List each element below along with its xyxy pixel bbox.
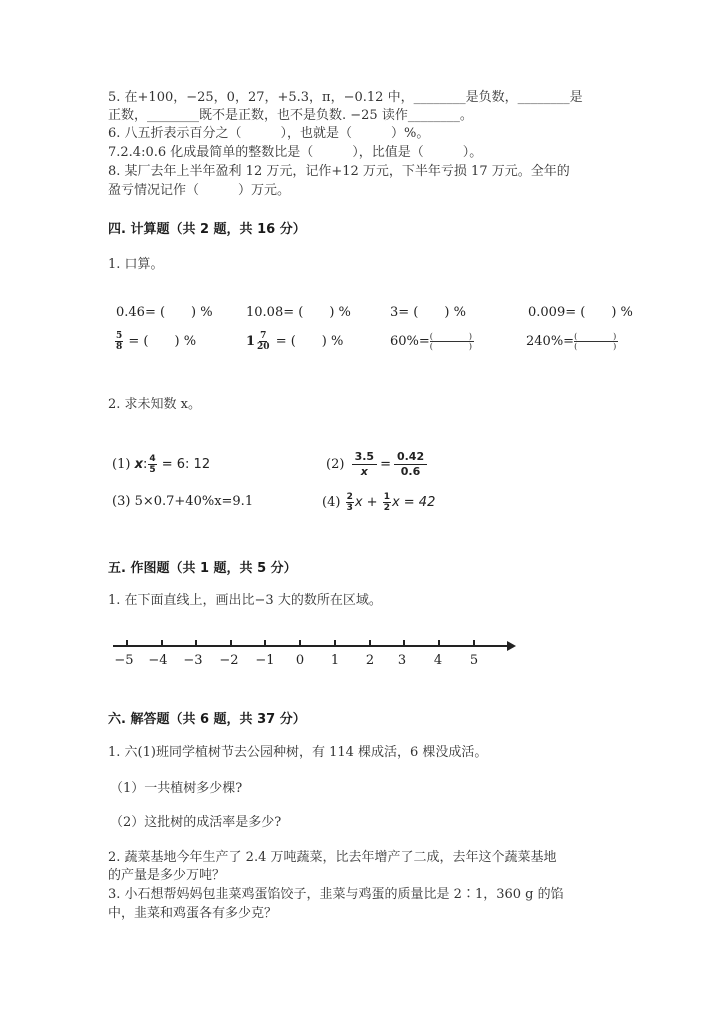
tick-mark <box>264 640 266 646</box>
section-6-q2-line-2: 的产量是多少万吨？ <box>108 868 226 883</box>
fraction: $\frac{4}{5}$ <box>149 454 156 475</box>
tick-mark <box>369 640 371 646</box>
number-line-label: 5 <box>469 653 479 668</box>
tick-mark <box>230 640 232 646</box>
equation-3: (3) 5×0.7+40%x=9.1 <box>112 494 254 509</box>
tick-mark <box>403 640 405 646</box>
oral-calc-1: 0.46= ( ) % <box>116 305 213 320</box>
tick-mark <box>438 640 440 646</box>
tick-mark <box>334 640 336 646</box>
number-line <box>0 645 720 685</box>
question-5-line-2: 正数，________既不是正数，也不是负数. −25 读作________。 <box>108 108 473 123</box>
tick-mark <box>126 640 128 646</box>
equation-1: (1) x: $\frac{4}{5}$ = 6: 12 <box>112 454 211 475</box>
section-4-q1-label: 1. 口算。 <box>108 257 164 272</box>
section-6-q3-line-1: 3. 小石想帮妈妈包韭菜鸡蛋馅饺子，韭菜与鸡蛋的质量比是 2∶1，360 g 的馅 <box>108 887 564 902</box>
equation-2: (2) $\frac{3.5}{x}$ = $\frac{0.42}{0.6}$ <box>326 450 430 479</box>
section-4-title: 四. 计算题（共 2 题，共 16 分） <box>108 222 306 237</box>
number-line-label: 0 <box>295 653 305 668</box>
oral-calc-5: $\frac{5}{8}$ = ( ) % <box>116 331 197 352</box>
question-5-line-1: 5. 在+100，−25，0，27，+5.3，π，−0.12 中，________是负数，________是 <box>108 90 583 105</box>
oral-calc-8: 240%= $\frac{( )}{( )}$ <box>526 332 631 351</box>
oral-calc-2: 10.08= ( ) % <box>246 305 351 320</box>
number-line-label: −5 <box>114 653 134 668</box>
question-6: 6. 八五折表示百分之（ ），也就是（ ）%。 <box>108 126 430 141</box>
question-8-line-1: 8. 某厂去年上半年盈利 12 万元，记作+12 万元，下半年亏损 17 万元。全年的 <box>108 164 570 179</box>
number-line-label: −4 <box>148 653 168 668</box>
blank-fraction: $\frac{( )}{( )}$ <box>429 332 487 351</box>
tick-mark <box>473 640 475 646</box>
question-8-line-2: 盈亏情况记作（ ）万元。 <box>108 183 291 198</box>
section-6-q3-line-2: 中，韭菜和鸡蛋各有多少克？ <box>108 906 278 921</box>
oral-calc-6: 1 $\frac{7}{20}$ = ( ) % <box>246 331 344 352</box>
section-6-q1: 1. 六(1)班同学植树节去公园种树，有 114 棵成活，6 棵没成活。 <box>108 745 488 760</box>
oral-calc-4: 0.009= ( ) % <box>528 305 633 320</box>
oral-calc-3: 3= ( ) % <box>390 305 466 320</box>
fraction: $\frac{3.5}{x}$ <box>352 450 378 479</box>
number-line-label: −1 <box>255 653 275 668</box>
equation-4: (4) $\frac{2}{3}$ x + $\frac{1}{2}$ x = 42 <box>322 492 436 513</box>
section-6-q2-line-1: 2. 蔬菜基地今年生产了 2.4 万吨蔬菜，比去年增产了二成，去年这个蔬菜基地 <box>108 850 557 865</box>
tick-mark <box>161 640 163 646</box>
fraction: $\frac{1}{2}$ <box>383 492 390 513</box>
fraction: $\frac{0.42}{0.6}$ <box>394 450 427 479</box>
fraction: $\frac{7}{20}$ <box>257 331 270 352</box>
section-4-q2-label: 2. 求未知数 x。 <box>108 397 201 412</box>
tick-mark <box>299 640 301 646</box>
fraction: $\frac{2}{3}$ <box>346 492 353 513</box>
tick-mark <box>195 640 197 646</box>
arrow-right-icon <box>507 641 516 651</box>
number-line-label: −3 <box>183 653 203 668</box>
oral-calc-7: 60%= $\frac{( )}{( )}$ <box>390 332 487 351</box>
fraction: $\frac{5}{8}$ <box>116 331 123 352</box>
number-line-label: 4 <box>433 653 443 668</box>
section-6-q1-sub2: （2）这批树的成活率是多少? <box>110 815 282 830</box>
question-7: 7.2.4:0.6 化成最简单的整数比是（ ），比值是（ ）。 <box>108 145 483 160</box>
section-6-q1-sub1: （1）一共植树多少棵? <box>110 781 243 796</box>
section-5-title: 五. 作图题（共 1 题，共 5 分） <box>108 561 297 576</box>
section-6-title: 六. 解答题（共 6 题，共 37 分） <box>108 712 306 727</box>
blank-fraction: $\frac{( )}{( )}$ <box>574 332 631 351</box>
number-line-label: −2 <box>219 653 239 668</box>
number-line-label: 1 <box>330 653 340 668</box>
number-line-label: 2 <box>365 653 375 668</box>
section-5-q1: 1. 在下面直线上，画出比−3 大的数所在区域。 <box>108 593 382 608</box>
number-line-axis <box>113 645 509 647</box>
number-line-label: 3 <box>397 653 407 668</box>
